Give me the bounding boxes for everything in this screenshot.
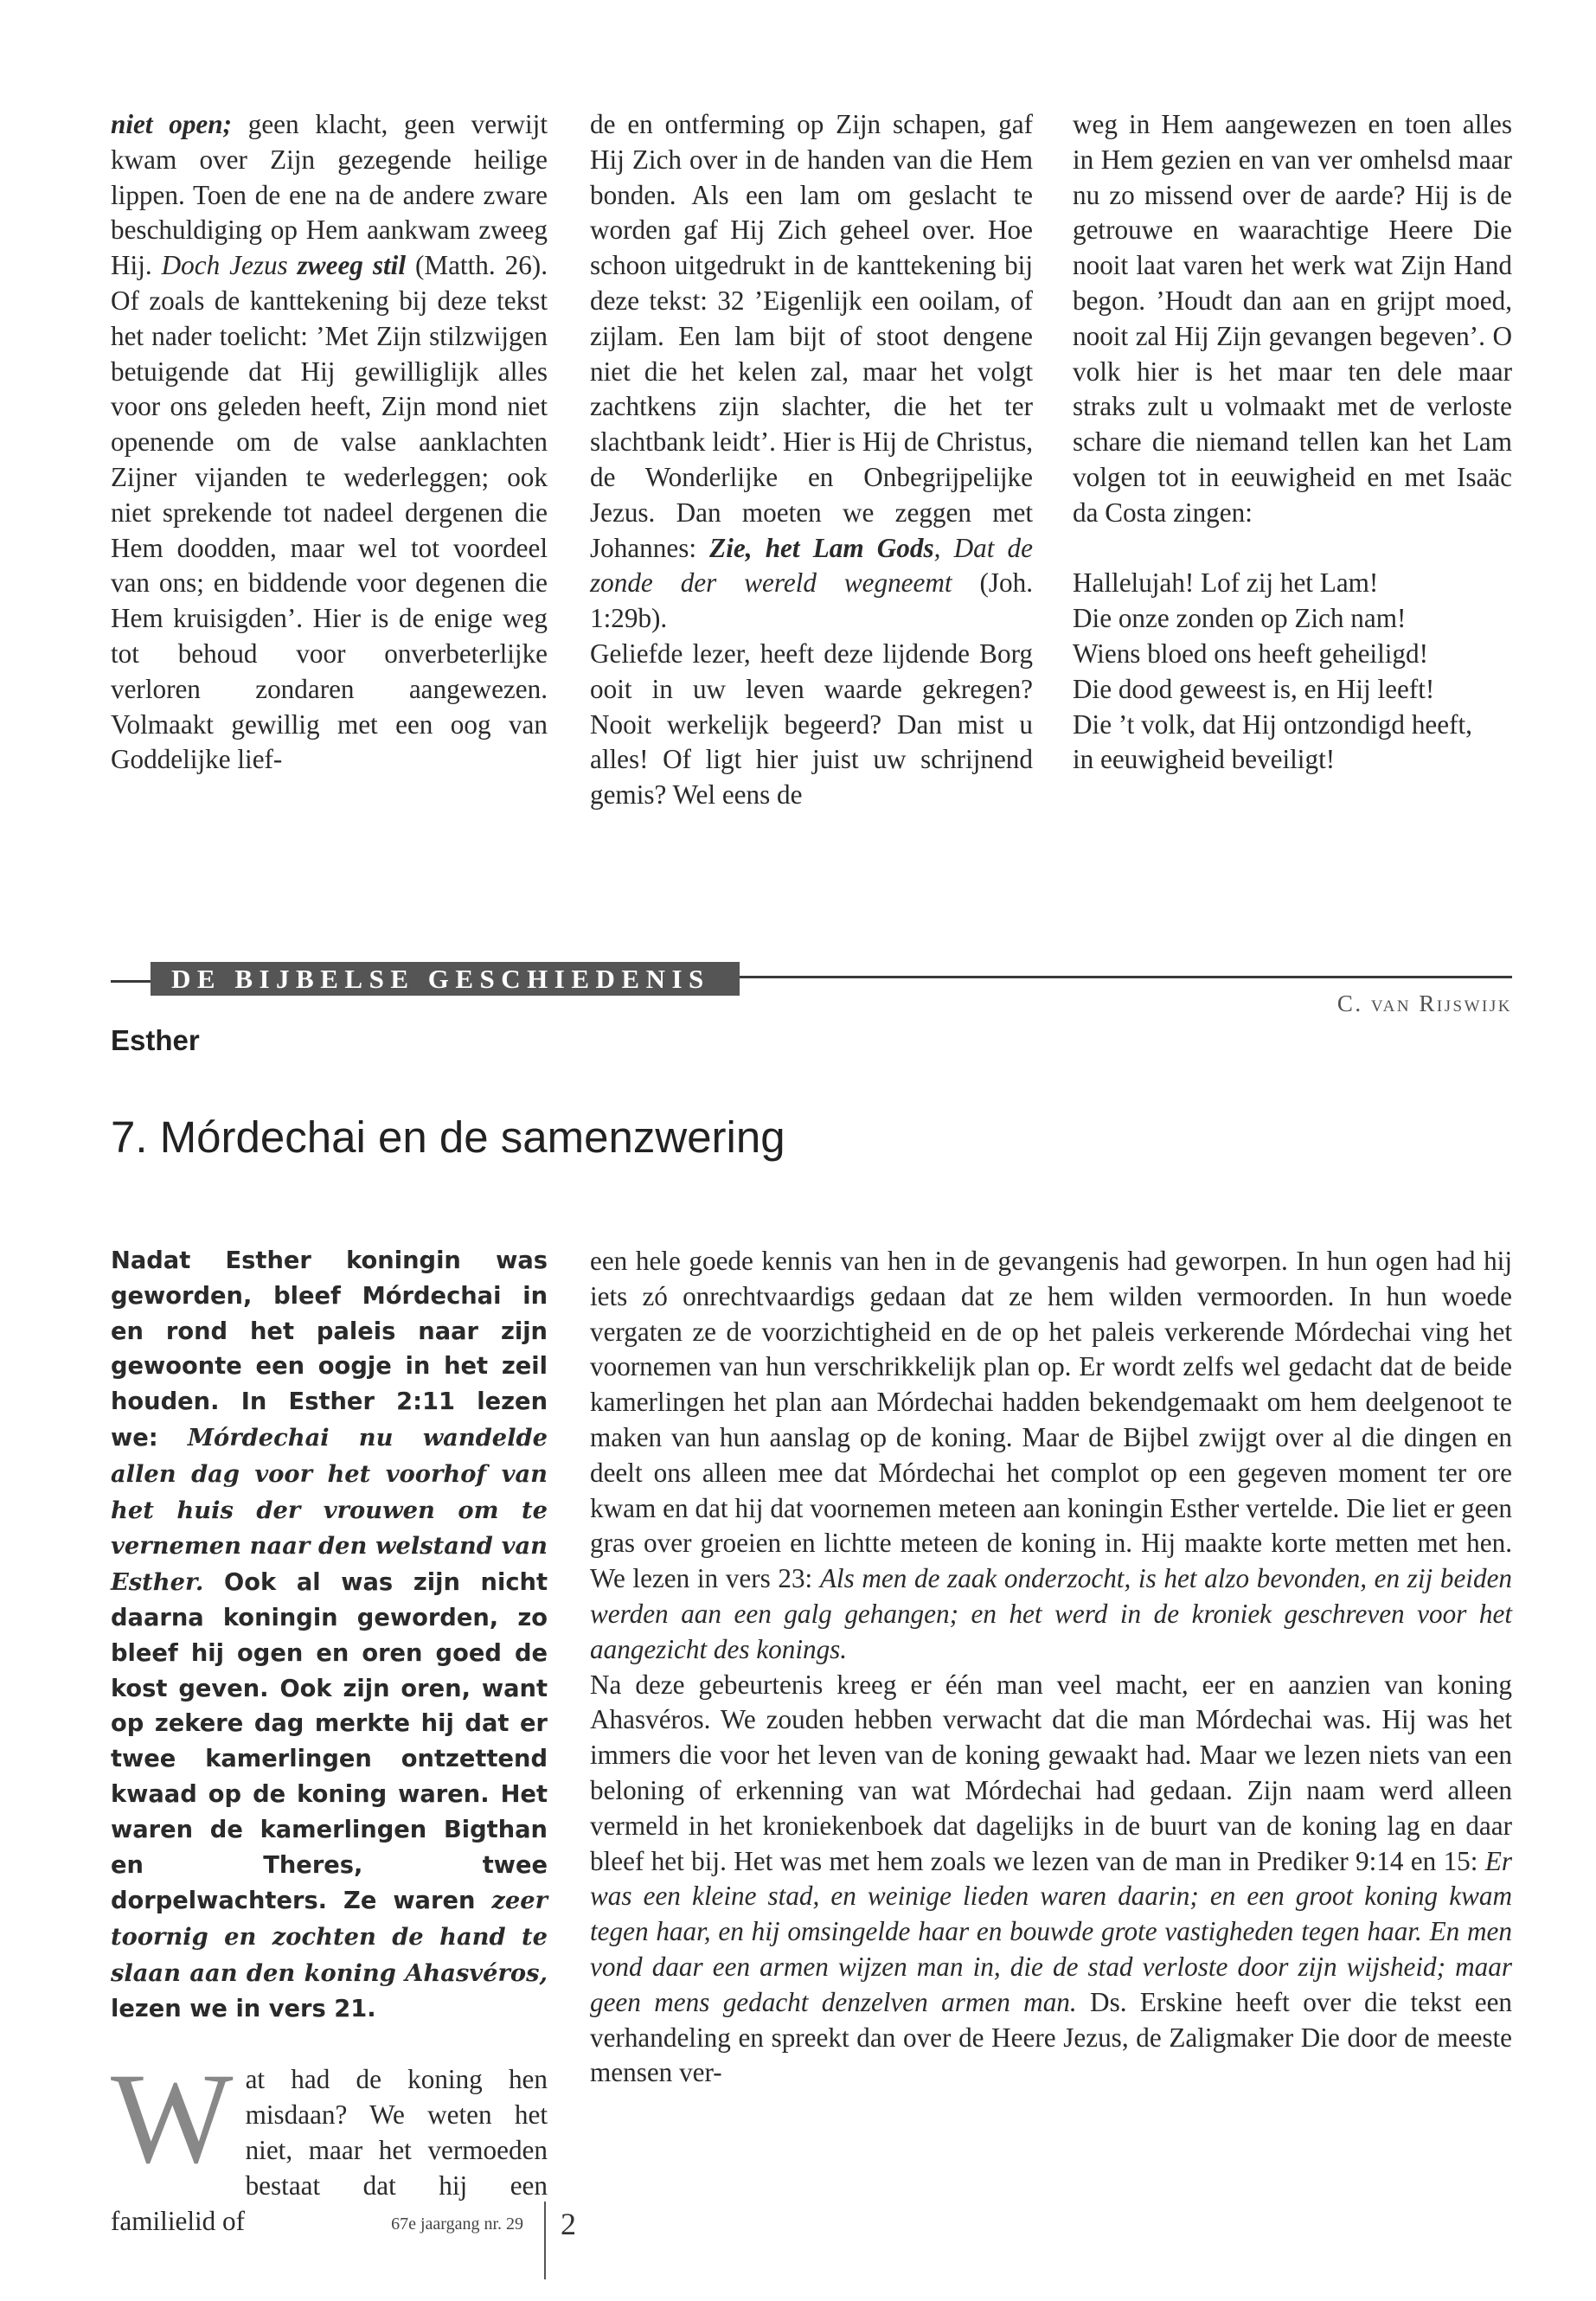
drop-cap: W [111,2047,234,2191]
footer-divider [544,2202,546,2279]
article-column-1 [111,1244,548,2239]
text-run: Zie, het Lam Gods [709,532,934,563]
article-title: 7. Mórdechai en de samenzwering [111,1112,785,1162]
text-run: (Matth. 26). Of zoals de kanttekening bij deze tekst het nader toelicht: ’Met Zijn stilzwijgen betuigende dat Hij gewilliglijk alles voor ons geleden heeft, Zijn mond niet openende om de valse aanklachten Zijner vijanden te wederleggen; ook niet sprekende tot nadeel dergenen die Hem doodden, maar wel tot voordeel van ons; en biddende voor degenen die Hem kruisigden’. Hier is de enige weg tot behoud voor onverbeterlijke verloren zondaren aangewezen. Volmaakt gewillig met een oog van Goddelijke lief- [111,250,548,775]
issue-info: 67e jaargang nr. 29 [391,2214,523,2234]
text-run: lezen we in vers 21. [111,1995,376,2022]
article-col2-paragraph-1 [590,1244,1512,1668]
poem-line: Hallelujah! Lof zij het Lam! [1073,567,1379,599]
author-name [1337,990,1512,1017]
text-run: Ds. Erskine heeft over die tekst een verhandeling en spreekt dan over de Heere Jezus, de Zaligmaker Die door de meeste mensen ver- [590,1986,1513,2088]
text-run: geen klacht, geen verwijt kwam over Zijn gezegende heilige lippen. Toen de ene na de andere zware beschuldiging op Hem aankwam zweeg Hij. [111,109,548,281]
top-column-2 [590,107,1033,813]
section-rule-left [111,980,151,983]
text-run: (Joh. 1:29b). [590,567,1033,634]
text-run: Ook al was zijn nicht daarna koningin geworden, zo bleef hij ogen en oren goed de kost geven. Ook zijn oren, want op zekere dag merkte hij dat er twee kamerlingen ontzettend kwaad op de koning waren. Het waren de kamerlingen Bigthan en Theres, twee dorpelwachters. Ze waren [111,1569,548,1915]
top-col2-paragraph-1 [590,107,1033,637]
poem-line: Die ’t volk, dat Hij ontzondigd heeft, [1073,708,1472,740]
top-column-1 [111,107,548,778]
text-run: de en ontferming op Zijn schapen, gaf Hij Zich over in de handen van die Hem bonden. Als een lam om geslacht te worden gaf Hij Zich geheel over. Hoe schoon uitgedrukt in de kanttekening bij deze tekst: 32 ’Eigenlijk een ooilam, of zijlam. Een lam bijt of stoot dengene niet die het kelen zal, maar het volgt zachtkens zijn slachter, die het ter slachtbank leidt’. Hier is Hij de Christus, de Wonderlijke en Onbegrijpelijke Jezus. Dan moeten we zeggen met Johannes: [590,109,1033,563]
article-column-2 [590,1244,1512,2091]
text-run: Nadat Esther koningin was geworden, bleef Mórdechai in en rond het paleis naar zijn gewoonte een oogje in het zeil houden. In Esther 2:11 lezen we: [111,1247,548,1452]
text-run: zweeg stil [297,250,406,281]
poem-line: Die onze zonden op Zich nam! [1073,603,1407,634]
top-column-3 [1073,107,1512,778]
article-body-start [111,2047,548,2239]
text-run: Doch Jezus [161,250,298,281]
article-col2-paragraph-2 [590,1668,1512,2092]
top-col3-paragraph: weg in Hem aangewezen en toen alles in Hem gezien en van ver omhelsd maar nu zo missend over de aarde? Hij is de getrouwe en waarachtige Heere Die nooit laat varen het werk wat Zijn Hand begon. ’Houdt dan aan en grijpt moed, nooit zal Hij Zijn gevangen begeven’. O volk hier is het maar ten dele maar straks zult u volmaakt met de verloste schare die niemand tellen kan het Lam volgen tot in eeuwigheid en met Isaäc da Costa zingen: [1073,109,1512,528]
poem-line: in eeuwigheid beveiligt! [1073,744,1336,775]
text-run: Na deze gebeurtenis kreeg er één man veel macht, eer en aanzien van koning Ahasvéros. We zouden hebben verwacht dat die man Mórdechai was. Hij was het immers die voor het leven van de koning gewaakt had. Maar we lezen niets van een beloning of erkenning van wat Mórdechai had gedaan. Zijn naam werd alleen vermeld in het kroniekenboek dat dagelijks in de buurt van de koning lag en daar bleef het bij. Het was met hem zoals we lezen van de man in Prediker 9:14 en 15: [590,1669,1512,1876]
section-rule-right [740,976,1512,978]
text-run: Mórdechai nu wandelde allen dag voor het voorhof van het huis der vrouwen om te vernemen naar den welstand van Esther. [111,1423,548,1597]
body-start-text: at had de koning hen misdaan? We weten het niet, maar het vermoeden bestaat dat hij een familielid of [111,2064,548,2236]
text-run: niet open; [111,109,233,139]
article-lead [111,1244,548,2028]
author-text: C. van Rijswijk [1336,990,1512,1016]
poem-line: Die dood geweest is, en Hij leeft! [1073,673,1435,704]
text-run: zeer toornig en zochten de hand te slaan aan den koning Ahasvéros, [111,1887,548,1987]
text-run: Als men de zaak onderzocht, is het alzo bevonden, en zij beiden werden aan een galg gehangen; en het werd in de kroniek geschreven voor het aangezicht des konings. [590,1563,1512,1664]
poem-line: Wiens bloed ons heeft geheiligd! [1073,638,1428,669]
top-col1-paragraph [111,107,548,778]
page-number: 2 [561,2207,576,2241]
hymn-verse [1073,566,1512,778]
text-run: een hele goede kennis van hen in de gevangenis had geworpen. In hun ogen had hij iets zó onrechtvaardigs gedaan dat ze hem wilden vermoorden. In hun woede vergaten ze de voorzichtigheid en de op het paleis verkerende Mórdechai ving het voornemen van hun verschrikkelijk plan op. Er wordt zelfs wel gedacht dat de beide kamerlingen het plan aan Mórdechai hadden bekendgemaakt om hem deelgenoot te maken van hun aanslag op de koning. Maar de Bijbel zwijgt over al die dingen en deelt ons alleen mee dat Mórdechai het complot op een gegeven moment ter ore kwam en dat hij dat voornemen meteen aan koningin Esther vertelde. Die liet er geen gras over groeien en lichtte meteen de koning in. Hij maakte korte metten met hen. We lezen in vers 23: [590,1246,1512,1594]
top-col2-paragraph-2: Geliefde lezer, heeft deze lijdende Borg ooit in uw leven waarde gekregen? Nooit werkelijk begeerd? Dan mist u alles! Of ligt hier juist uw schrijnend gemis? Wel eens de [590,638,1033,811]
text-run: , Dat de zonde der wereld wegneemt [590,532,1033,599]
text-run: Er was een kleine stad, en weinige lieden waren daarin; en een groot koning kwam tegen haar, en hij omsingelde haar en bouwde grote vastigheden tegen haar. En men vond daar een armen wijzen man in, die de stad verloste door zijn wijsheid; maar geen mens gedacht denzelven armen man. [590,1845,1512,2017]
series-title: Esther [111,1024,200,1056]
section-label: DE BIJBELSE GESCHIEDENIS [151,962,740,996]
